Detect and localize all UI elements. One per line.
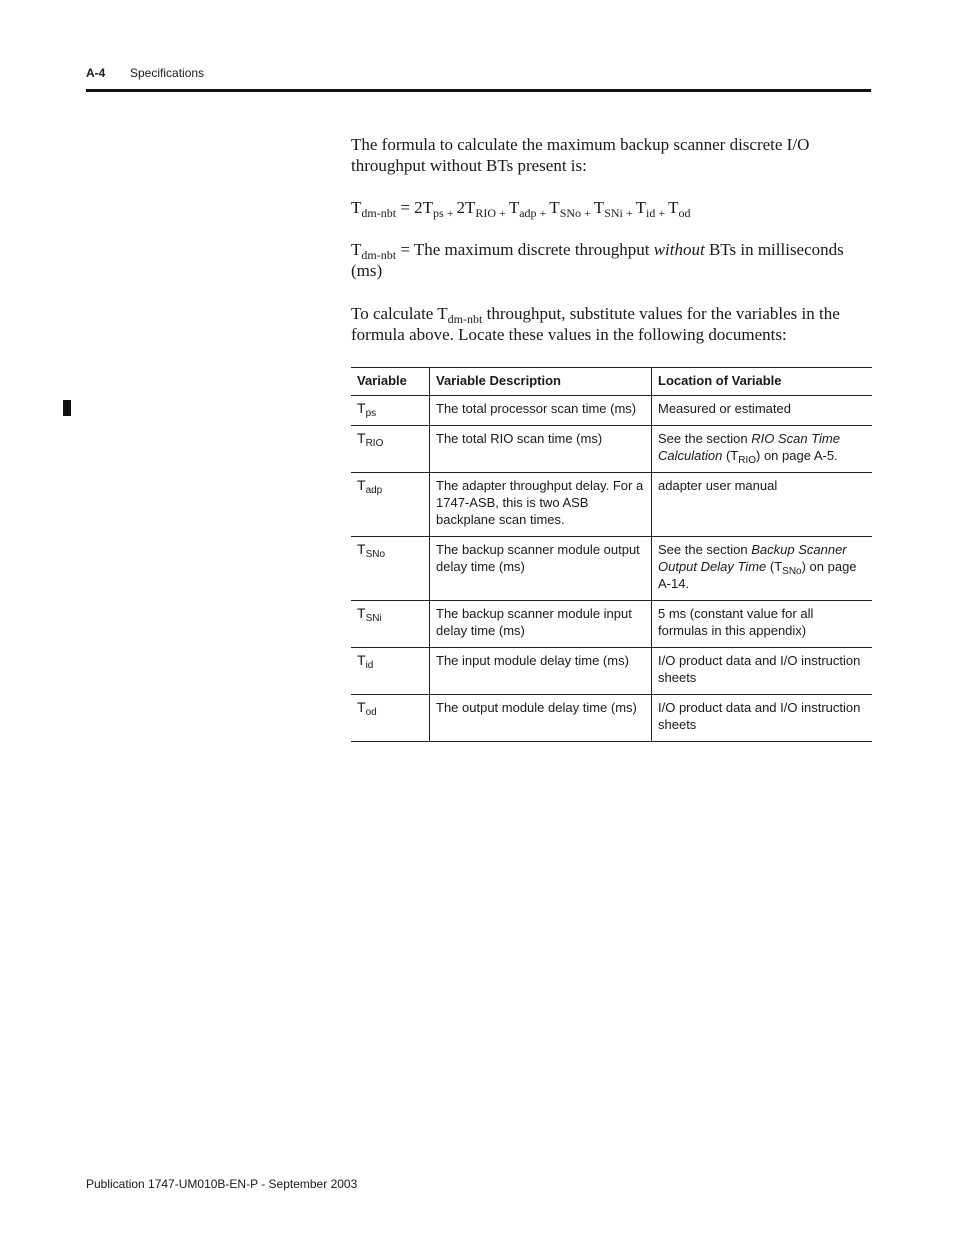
variable-cell: $T_{id}$	[351, 648, 430, 695]
table-row	[351, 695, 872, 742]
header-rule	[86, 89, 871, 92]
intro-paragraph: The formula to calculate the maximum backup scanner discrete I/O throughput without BTs present is:	[351, 135, 810, 175]
description-cell: The adapter throughput delay. For a 1747-ASB, this is two ASB backplane scan times.	[430, 473, 652, 537]
column-header: Location of Variable	[652, 368, 873, 396]
location-cell: 5 ms (constant value for all formulas in this appendix)	[652, 601, 873, 648]
change-bar	[63, 400, 71, 416]
variable-cell: $T_{adp}$	[351, 473, 430, 537]
description-cell: The backup scanner module input delay time (ms)	[430, 601, 652, 648]
location-cell: See the section RIO Scan Time Calculation $(T_{RIO})$ on page A-5.	[652, 426, 873, 473]
variable-cell: $T_{ps}$	[351, 396, 430, 426]
formula: $T_{dm-nbt} = 2T_{ps +}$ $2T_{RIO +}$ $T_{adp +}$ $T_{SNo +}$ $T_{SNi +}$ $T_{id +}$ $T_{od}$	[351, 198, 691, 220]
variables-table	[351, 367, 872, 742]
page-footer: Publication 1747-UM010B-EN-P - September 2003	[86, 1177, 358, 1191]
page-number: A-4	[86, 66, 106, 80]
page-header	[86, 66, 205, 80]
table-row	[351, 396, 872, 426]
table-row	[351, 473, 872, 537]
variable-cell: $T_{od}$	[351, 695, 430, 742]
location-cell: I/O product data and I/O instruction sheets	[652, 648, 873, 695]
column-header: Variable Description	[430, 368, 652, 396]
location-cell: adapter user manual	[652, 473, 873, 537]
instruction-paragraph: To calculate $T_{dm-nbt}$ throughput, substitute values for the variables in the formula above. Locate these values in the following documents:	[351, 304, 840, 344]
section-title: Specifications	[130, 66, 205, 80]
location-cell: I/O product data and I/O instruction sheets	[652, 695, 873, 742]
location-cell: See the section Backup Scanner Output Delay Time $(T_{SNo})$ on page A-14.	[652, 537, 873, 601]
description-cell: The input module delay time (ms)	[430, 648, 652, 695]
description-cell: The total RIO scan time (ms)	[430, 426, 652, 473]
location-cell: Measured or estimated	[652, 396, 873, 426]
variable-cell: $T_{SNo}$	[351, 537, 430, 601]
description-cell: The total processor scan time (ms)	[430, 396, 652, 426]
table-row	[351, 426, 872, 473]
table-row	[351, 648, 872, 695]
variable-cell: $T_{SNi}$	[351, 601, 430, 648]
description-cell: The backup scanner module output delay time (ms)	[430, 537, 652, 601]
table-row	[351, 601, 872, 648]
table-header-row	[351, 368, 872, 396]
definition-paragraph: $T_{dm-nbt}$ = The maximum discrete throughput without BTs in milliseconds (ms)	[351, 240, 844, 280]
variable-cell: $T_{RIO}$	[351, 426, 430, 473]
description-cell: The output module delay time (ms)	[430, 695, 652, 742]
table-row	[351, 537, 872, 601]
column-header: Variable	[351, 368, 430, 396]
